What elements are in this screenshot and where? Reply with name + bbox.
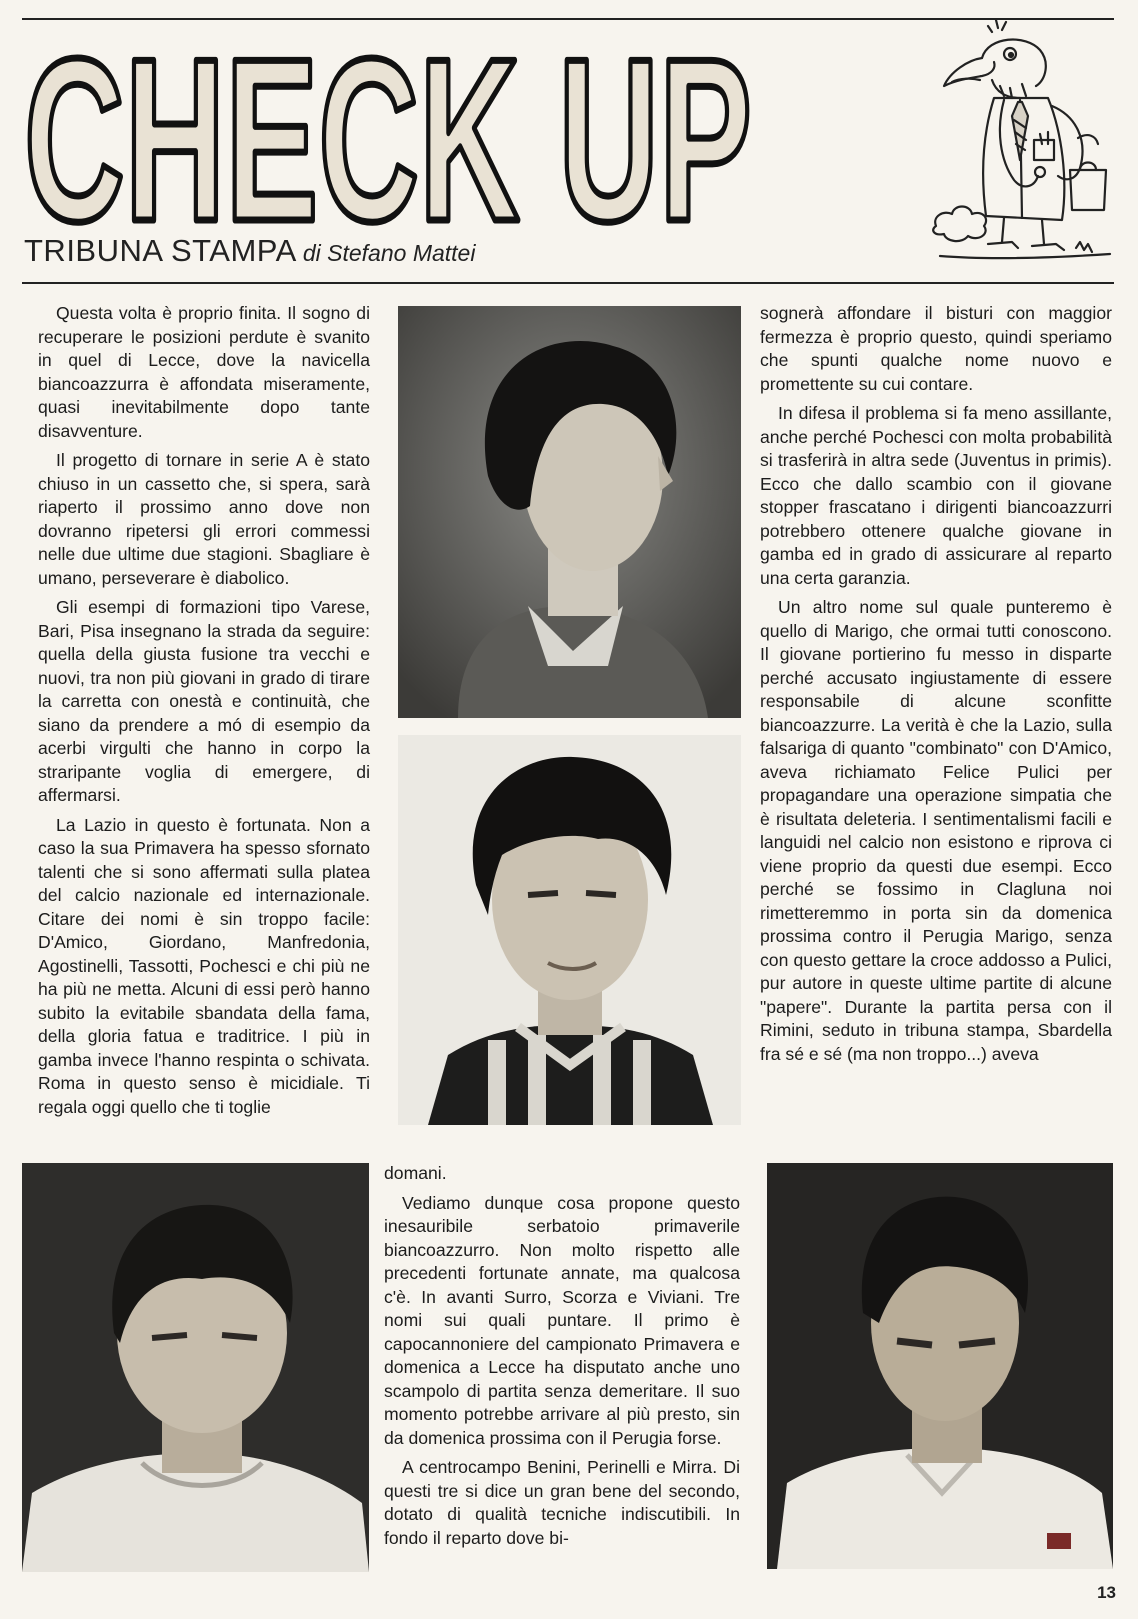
author-byline: di Stefano Mattei (302, 240, 476, 266)
paragraph: In difesa il problema si fa meno assillante, anche perché Pochesci con molta probabilità si trasferirà in altra sede (Juventus in primis). Ecco che dallo scambio con il giovane stopper frascatano i dirigenti biancoazzurri potrebbero ottenere qualche giovane in gamba ed in grado di assicurare al reparto una certa garanzia. (760, 403, 1112, 588)
photo-image (767, 1163, 1113, 1569)
headline-graphic (20, 40, 760, 230)
header-rule (22, 282, 1114, 284)
headline-text: CHECK UP (24, 40, 752, 230)
headline-check-up (20, 40, 760, 230)
player-photo-curly-hair-profile (398, 306, 741, 718)
paragraph: La Lazio in questo è fortunata. Non a caso la sua Primavera ha spesso sfornato talenti che si sono affermati sulla platea del calcio nazionale ed internazionale. Citare dei nomi è sin troppo facile: D'Amico, Giordano, Manfredonia, Agostinelli, Tassotti, Pochesci e chi più ne ha più ne metta. Alcuni di essi però hanno subito la evitabile sbandata della fama, della gloria fatua e traditrice. I più in gamba invece l'hanno respinta o schivata. Roma in questo senso è micidiale. Ti regala oggi quello che ti toglie (38, 814, 370, 1117)
page-number: 13 (1097, 1583, 1116, 1602)
section-name: TRIBUNA STAMPA (24, 233, 297, 268)
paragraph: Il progetto di tornare in serie A è stato chiuso in un cassetto che, si spera, sarà riaperto il prossimo anno dove non dovranno ripetersi gli errori commessi nelle due ultime due stagioni. Sbagliare è umano, perseverare è diabolico. (38, 450, 370, 588)
paragraph: domani. (384, 1163, 447, 1183)
paragraph: Questa volta è proprio finita. Il sogno di recuperare le posizioni perdute è svanito in quel di Lecce, dove la navicella biancoazzurra è affondata miseramente, quasi inevitabilmente dopo tante disavventure. (38, 303, 370, 441)
photo-image (398, 735, 741, 1125)
photo-image (22, 1163, 369, 1572)
player-photo-looking-down (767, 1163, 1113, 1569)
eagle-icon (930, 20, 1120, 270)
paragraph: Un altro nome sul quale punteremo è quello di Marigo, che ormai tutti conoscono. Il giovane portierino fu messo in disparte perché accusato ingiustamente di essere responsabile di alcune sconfitte biancoazzurre. La verità è che la Lazio, sulla falsariga di quanto "combinato" con D'Amico, aveva richiamato Felice Pulici per propagandare una operazione simpatia che è risultata deleteria. I sentimentalismi facili e languidi nel calcio non esistono e riprova ci viene proprio da questi due esempi. Ecco perché se fossimo in Clagluna noi rimetteremmo in porta sin da domenica prossima contro il Perugia Marigo, senza con questo gettare la croce addosso a Pulici, pur autore in queste ultime partite di alcune "papere". Durante la partita persa con il Rimini, seduto in tribuna stampa, Sbardella fra sé e sé (ma non troppo...) aveva (760, 597, 1112, 1064)
article-column-left (38, 302, 370, 1119)
player-photo-white-shirt-left (22, 1163, 369, 1572)
eagle-doctor-cartoon (930, 20, 1120, 270)
paragraph: sognerà affondare il bisturi con maggior fermezza è proprio questo, quindi speriamo che spunti qualche nome nuovo e promettente su cui contare. (760, 303, 1112, 394)
paragraph: A centrocampo Benini, Perinelli e Mirra. Di questi tre si dice un gran bene del secondo, dotato di qualità tecniche indiscutibili. In fondo il reparto dove bi- (384, 1457, 740, 1548)
article-column-right (760, 302, 1112, 1066)
player-photo-striped-jersey (398, 735, 741, 1125)
paragraph: Vediamo dunque cosa propone questo inesauribile serbatoio primaverile biancoazzurro. Non molto rispetto alle precedenti fortunate annate, ma qualcosa c'è. In avanti Surro, Scorza e Viviani. Tre nomi sui quali puntare. Il primo è capocannoniere del campionato Primavera e domenica a Lecce ha disputato anche uno scampolo di partita senza demeritare. Il suo momento potrebbe arrivare al più presto, sin da domenica prossima con il Perugia forse. (384, 1192, 740, 1448)
photo-image (398, 306, 741, 718)
section-subtitle (24, 233, 724, 269)
article-column-bottom (384, 1162, 740, 1550)
paragraph: Gli esempi di formazioni tipo Varese, Bari, Pisa insegnano la strada da seguire: quella della giusta fusione tra vecchi e nuovi, tra non più giovani in grado di tirare la carretta con onestà e continuità, che siano da prendere a mó di esempio da acerbi virgulti che hanno in corpo la straripante voglia di emergere, di affermarsi. (38, 597, 370, 805)
